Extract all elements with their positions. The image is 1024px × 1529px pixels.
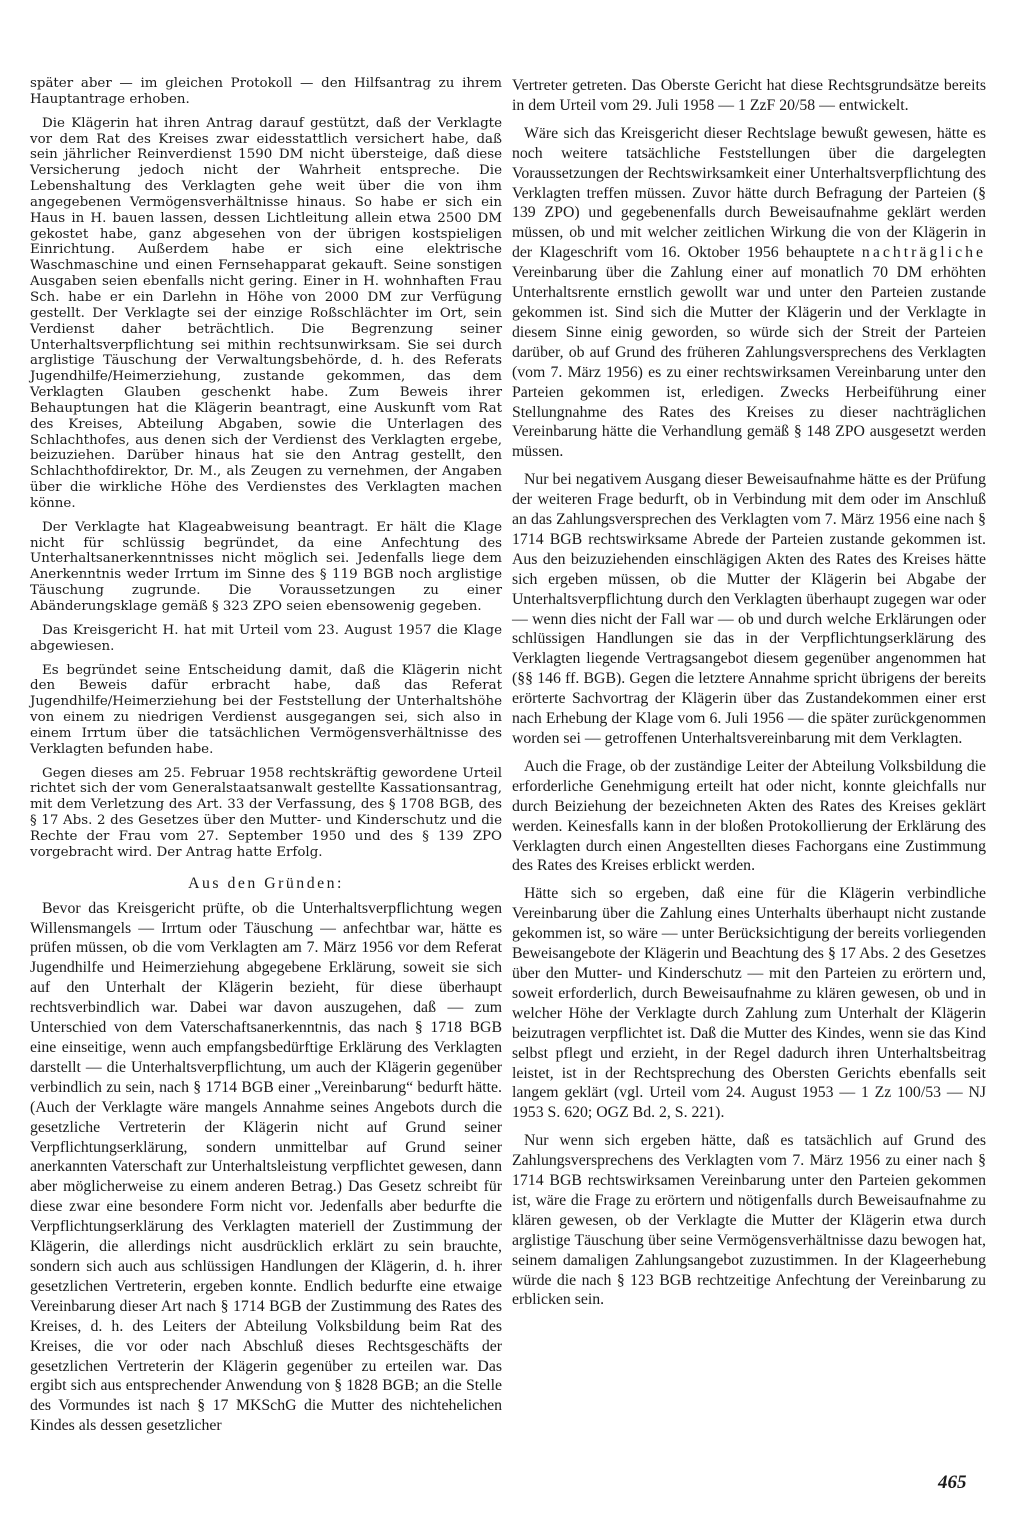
page-number: 465 [938, 1472, 967, 1493]
paragraph: Vertreter getreten. Das Oberste Gericht hat diese Rechtsgrundsätze bereits in dem Urteil vom 29. Juli 1958 — 1 ZzF 20/58 — entwickelt. [512, 77, 986, 114]
section-heading: Aus den Gründen: [188, 874, 344, 892]
paragraph: Nur bei negativem Ausgang dieser Beweisaufnahme hätte es der Prüfung der weiteren Frage bedurft, ob in Verbindung mit dem oder im Anschluß an das Zahlungsversprechen des Verklagten vom 7. März 1956 eine nach § 1714 BGB rechtswirksame Abrede der Parteien zustande gekommen ist. Aus den beizuziehenden einschlägigen Akten des Rates des Kreises hätte sich ergeben müssen, ob die Mutter der Klägerin bei Abgabe der Unterhaltsverpflichtung durch den Verklagten überhaupt zugegen war oder — wenn dies nicht der Fall war — ob und durch welche Erklärungen oder schlüssigen Handlungen sie das in der Verpflichtungserklärung des Verklagten liegende Vertragsangebot diesem gegenüber angenommen hat (§§ 146 ff. BGB). Gegen die letztere Annahme spricht übrigens der bereits erörterte Sachvortrag der Klägerin über das Zustandekommen einer erst nach Erhebung der Klage vom 6. Juli 1956 — die später zurückgenommen worden sei — getroffenen Unterhaltsvereinbarung mit dem Verklagten. [512, 471, 986, 747]
main-text-section [30, 899, 502, 1436]
paragraph: Gegen dieses am 25. Februar 1958 rechtskräftig gewordene Urteil richtet sich der vom Generalstaatsanwalt gestellte Kassationsantrag, mit dem Verletzung des Art. 33 der Verfassung, des § 1708 BGB, des § 17 Abs. 2 des Gesetzes über den Mutter- und Kinderschutz und die Rechte der Frau vom 27. September 1950 und des § 139 ZPO vorgebracht wird. Der Antrag hatte Erfolg. [30, 765, 502, 860]
paragraph: Hätte sich so ergeben, daß eine für die Klägerin verbindliche Vereinbarung über die Zahlung eines Unterhalts überhaupt nicht zustande gekommen ist, so wäre — unter Berücksichtigung der bereits vorliegenden Beweisangebote der Klägerin und Beachtung des § 17 Abs. 2 des Gesetzes über den Mutter- und Kinderschutz — mit den Parteien zu erörtern und, soweit erforderlich, durch Beweisaufnahme zu klären gewesen, ob und in welcher Höhe der Verklagte durch Zahlung zum Unterhalt der Klägerin beizutragen verpflichtet ist. Daß die Mutter des Kindes, wenn sie das Kind selbst pflegt und erzieht, in der Regel dadurch ihren Unterhaltsbeitrag leistet, ist in der Rechtsprechung des Obersten Gerichts ebenfalls seit langem geklärt (vgl. Urteil vom 24. August 1953 — 1 Zz 100/53 — NJ 1953 S. 620; OGZ Bd. 2, S. 221). [512, 885, 986, 1122]
paragraph [512, 124, 986, 462]
paragraph: Das Kreisgericht H. hat mit Urteil vom 23. August 1957 die Klage abgewiesen. [30, 622, 502, 654]
paragraph: später aber — im gleichen Protokoll — den Hilfsantrag zu ihrem Hauptantrage erhoben. [30, 76, 502, 107]
right-column [512, 76, 986, 1318]
paragraph: Auch die Frage, ob der zuständige Leiter der Abteilung Volksbildung die erforderliche Genehmigung erteilt hat oder nicht, konnte gleichfalls nur durch Beiziehung der bezeichneten Akten des Rates des Kreises geklärt werden. Keinesfalls kann in der bloßen Protokollierung der Erklärung des Verklagten durch einen Angestellten dieses Fachorgans eine Zustimmung des Rates des Kreises erblickt werden. [512, 757, 986, 875]
paragraph: Die Klägerin hat ihren Antrag darauf gestützt, daß der Verklagte vor dem Rat des Kreises zwar eidesstattlich versichert habe, daß sein jährlicher Reinverdienst 1590 DM nicht übersteige, daß diese Versicherung jedoch nicht der Wahrheit entspreche. Die Lebenshaltung des Verklagten gehe weit über die von ihm angegebenen Vermögensverhältnisse hinaus. So habe er sich ein Haus in H. bauen lassen, dessen Lichtleitung allein etwa 2500 DM gekostet habe, ganz abgesehen von der übrigen kostspieligen Einrichtung. Außerdem habe er sich eine elektrische Waschmaschine und einen Fernsehapparat gekauft. Seine sonstigen Ausgaben seien ebenfalls nicht gering. Einer in H. wohnhaften Frau Sch. habe er ein Darlehn in Höhe von 2000 DM zur Verfügung gestellt. Der Verklagte sei der einzige Roßschlächter im Ort, sein Verdienst daher beträchtlich. Die Begrenzung seiner Unterhaltsverpflichtung sei mithin rechtsunwirksam. Sie sei durch arglistige Täuschung der Verwaltungsbehörde, d. h. des Referats Jugendhilfe/Heimerziehung, zustande gekommen, das dem Verklagten Glauben geschenkt habe. Zum Beweis ihrer Behauptungen hat die Klägerin beantragt, eine Auskunft vom Rat des Kreises, Abteilung Abgaben, sowie die Unterlagen des Schlachthofes, aus denen sich der Verdienst des Verklagten ergebe, beizuziehen. Darüber hinaus hat sie den Antrag gestellt, den Schlachthofdirektor, Dr. M., als Zeugen zu vernehmen, der Angaben über die wirkliche Höhe des Verdienstes des Verklagten machen könne. [30, 115, 502, 511]
small-print-section [30, 76, 502, 861]
text-run: Wäre sich das Kreisgericht dieser Rechtslage bewußt gewesen, hätte es noch weitere tatsächliche Feststellungen über die dargelegten Voraussetzungen der Rechtswirksamkeit einer Unterhaltsverpflichtung des Verklagten treffen müssen. Zuvor hätte durch Befragung der Parteien (§ 139 ZPO) und gegebenenfalls durch Beweisaufnahme geklärt werden müssen, ob und mit welcher zeitlichen Wirkung die von der Klägerin in der Klageschrift vom 16. Oktober 1956 behauptete [512, 124, 986, 262]
text-run: Vereinbarung über die Zahlung einer auf monatlich 70 DM erhöhten Unterhaltsrente ernstlich gewollt war und unter den Parteien zustande gekommen ist. Sind sich die Mutter der Klägerin und der Verklagte in diesem Sinne einig geworden, so würde sich der Streit der Parteien darüber, ob auf Grund des früheren Zahlungsversprechens des Verklagten (vom 7. März 1956) es zu einer rechtswirksamen Vereinbarung unter den Parteien gekommen ist, erledigen. Zwecks Herbeiführung einer Stellungnahme des Rates des Kreises zu dieser nachträglichen Vereinbarung hätte die Verhandlung gemäß § 148 ZPO ausgesetzt werden müssen. [512, 264, 986, 461]
emphasized-word: nachträgliche [861, 244, 986, 262]
paragraph: Nur wenn sich ergeben hätte, daß es tatsächlich auf Grund des Zahlungsversprechens des Verklagten vom 7. März 1956 zu einer nach § 1714 BGB rechtswirksamen Vereinbarung unter den Parteien gekommen ist, wäre die Frage zu erörtern und nötigenfalls durch Beweisaufnahme zu klären gewesen, ob der Verklagte die Mutter der Klägerin etwa durch arglistige Täuschung über seine Vermögensverhältnisse dazu bewogen hat, seinem damaligen Zahlungsangebot zuzustimmen. In der Klageerhebung würde die nach § 123 BGB rechtzeitige Anfechtung der Vereinbarung zu erblicken sein. [512, 1132, 986, 1309]
paragraph: Der Verklagte hat Klageabweisung beantragt. Er hält die Klage nicht für schlüssig begründet, da eine Anfechtung des Unterhaltsanerkenntnisses nicht möglich sei. Jedenfalls liege dem Anerkenntnis weder Irrtum im Sinne des § 119 BGB noch arglistige Täuschung zugrunde. Die Voraussetzungen zu einer Abänderungsklage gemäß § 323 ZPO seien ebensowenig gegeben. [30, 519, 502, 614]
left-column [30, 76, 502, 1444]
paragraph: Bevor das Kreisgericht prüfte, ob die Unterhaltsverpflichtung wegen Willensmangels — Irrtum oder Täuschung — anfechtbar war, hätte es prüfen müssen, ob die vom Verklagten am 7. März 1956 vor dem Referat Jugendhilfe und Heimerziehung abgegebene Erklärung, soweit sie sich auf den Unterhalt der Klägerin bezieht, für diese überhaupt rechtsverbindlich war. Dabei war davon auszugehen, daß — zum Unterschied von dem Vaterschaftsanerkenntnis, das nach § 1718 BGB eine einseitige, wenn auch empfangsbedürftige Erklärung des Verklagten darstellt — die Unterhaltsverpflichtung, um auch der Klägerin gegenüber verbindlich zu sein, nach § 1714 BGB einer „Vereinbarung“ bedurft hätte. (Auch der Verklagte wäre mangels Annahme seines Angebots durch die gesetzliche Vertreterin der Klägerin nicht auf Grund seiner Verpflichtungserklärung, sondern unmittelbar auf Grund seiner anerkannten Vaterschaft zur Unterhaltsleistung verpflichtet gewesen, dann aber möglicherweise zu einem anderen Betrag.) Das Gesetz schreibt für diese zwar eine besondere Form nicht vor. Jedenfalls aber bedurfte die Verpflichtungserklärung des Verklagten materiell der Zustimmung der Klägerin, die allerdings nicht ausdrücklich erklärt zu sein brauchte, sondern sich auch aus schlüssigen Handlungen der Klägerin, d. h. ihrer gesetzlichen Vertreterin, ergeben konnte. Endlich bedurfte eine etwaige Vereinbarung dieser Art nach § 1714 BGB der Zustimmung des Rates des Kreises, d. h. des Leiters der Abteilung Volksbildung beim Rat des Kreises, die vor oder nach Abschluß dieses Rechtsgeschäfts der gesetzlichen Vertreterin der Klägerin gegenüber zu erteilen war. Das ergibt sich aus entsprechender Anwendung von § 1828 BGB; an die Stelle des Vormundes ist nach § 17 MKSchG die Mutter des nichtehelichen Kindes als dessen gesetzlicher [30, 899, 502, 1435]
paragraph: Es begründet seine Entscheidung damit, daß die Klägerin nicht den Beweis dafür erbracht habe, daß das Referat Jugendhilfe/Heimerziehung bei der Feststellung der Unterhaltshöhe von einem zu niedrigen Verdienst ausgegangen sei, sich also in einem Irrtum über die tatsächlichen Vermögensverhältnisse des Verklagten befunden habe. [30, 662, 502, 757]
